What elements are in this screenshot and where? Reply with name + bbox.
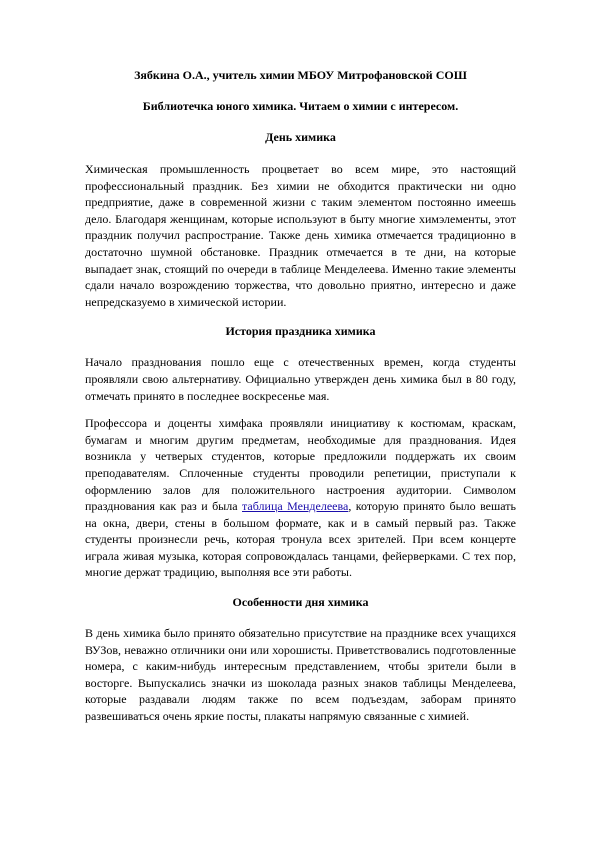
history-paragraph-2-start: Профессора и доценты химфака проявляли инициативу к костюмам, краскам, бумагам и многим другим предметам, необходимые для празднования. Идея возникла у четверых студентов, которые предложили поддержать их своим преподавателям. Сплоченные студенты проводили репетиции, приступали к оформлению залов для положительного настроения аудитории. Символом празднования как раз и была — [85, 416, 516, 514]
intro-paragraph: Химическая промышленность процветает во всем мире, это настоящий профессиональный праздник. Без химии не обходится практически ни одно предприятие, даже в современной жизни с таким элементом постоянно имеешь дело. Благодаря женщинам, которые используют в быту многие химэлементы, этот праздник получил распространие. Также день химика отмечается традиционно в достаточно шумной обстановке. Праздник отмечается в те дни, на которые выпадает знак, стоящий по очереди в таблице Менделеева. Именно такие элементы сдали начало возрождению торжества, что довольно приятно, интересно и даже непредсказуемо в химической истории. — [85, 162, 516, 309]
mendeleev-table-link[interactable]: таблица Менделеева — [242, 499, 349, 514]
document-title: День химика — [265, 130, 336, 144]
features-heading: Особенности дня химика — [232, 595, 369, 610]
author-line: Зябкина О.А., учитель химии МБОУ Митрофановской СОШ — [134, 68, 467, 82]
history-paragraph-2-end: , которую принято было вешать на окна, двери, стены в большом формате, как и в самый первый раз. Также студенты произнесли речь, которая тронула всех зрителей. При всем концерте играла живая музыка, которая сопровождалась танцами, фейерверками. С тех пор, многие держат традицию, выполняя все эти работы. — [85, 499, 516, 580]
history-heading: История праздника химика — [225, 324, 376, 339]
history-paragraph-1: Начало празднования пошло еще с отечественных времен, когда студенты проявляли свою альтернативу. Официально утвержден день химика был в 80 году, отмечать принято в последнее воскресенье мая. — [85, 355, 516, 403]
history-paragraph-2 — [85, 415, 516, 581]
series-line: Библиотечка юного химика. Читаем о химии с интересом. — [142, 99, 459, 113]
features-paragraph-1: В день химика было принято обязательно присутствие на празднике всех учащихся ВУЗов, неважно отличники они или хорошисты. Приветствовались подготовленные номера, с каким-нибудь интересным представлением, чтобы зрители были в восторге. Выпускались значки из шоколада разных знаков таблицы Менделеева, которые раздавали людям также по всем подъездам, заборам принято развешиваться очень яркие посты, плакаты напрямую связанные с химией. — [85, 626, 516, 724]
